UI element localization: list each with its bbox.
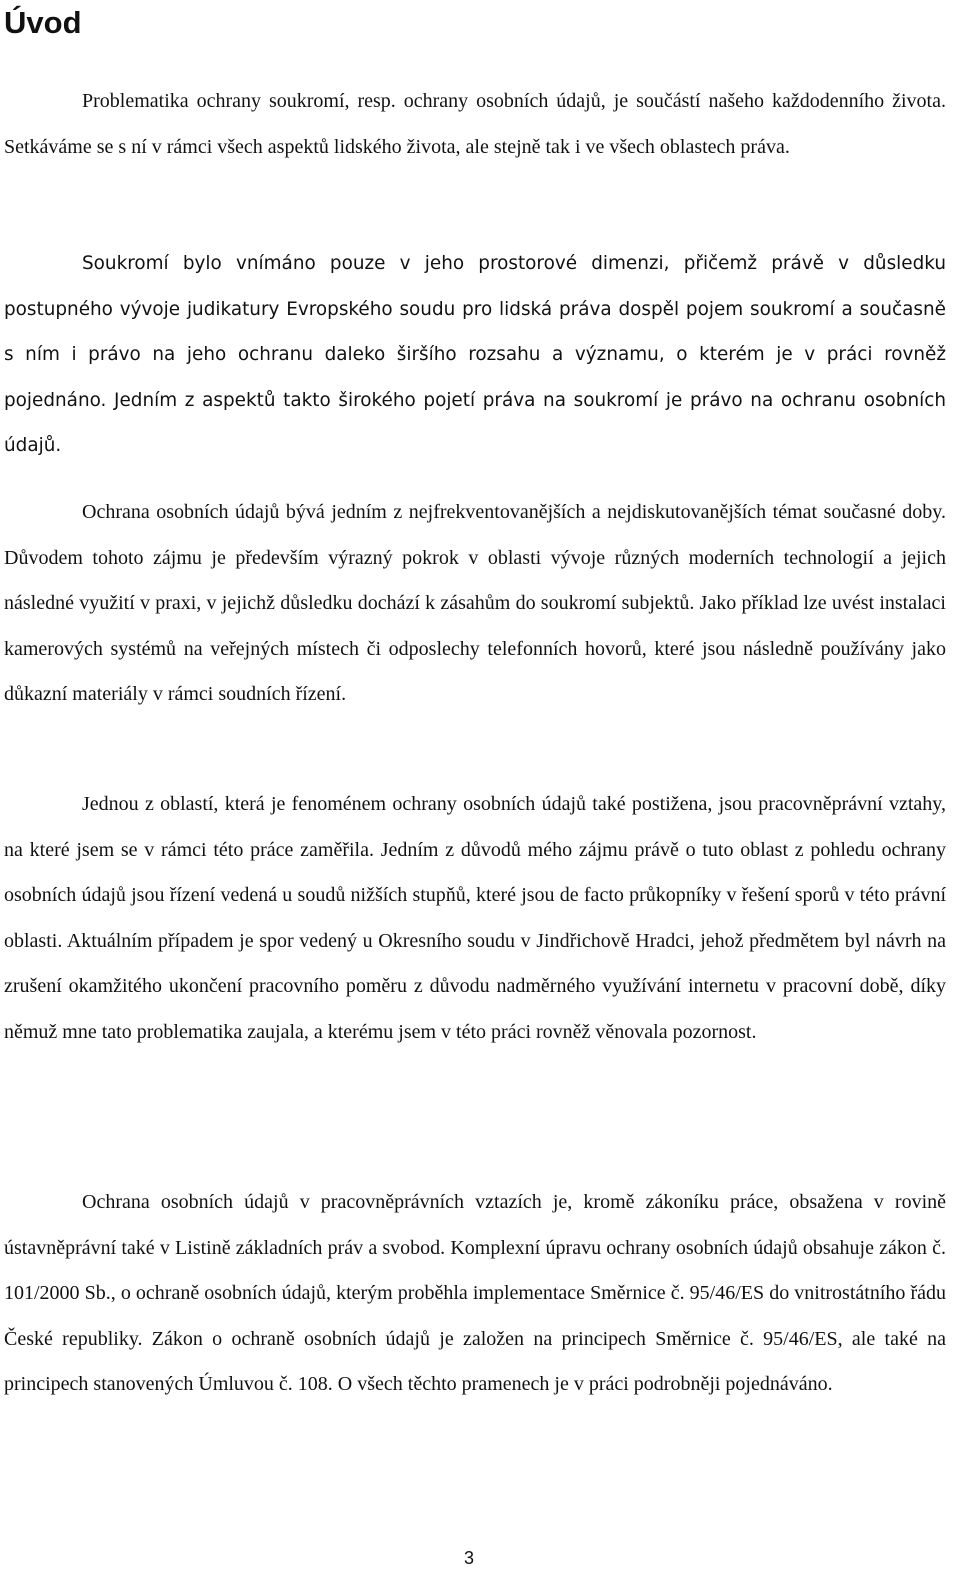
page-title: Úvod [4,5,82,40]
paragraph-legal-sources: Ochrana osobních údajů v pracovněprávních vztazích je, kromě zákoníku práce, obsažena v rovině ústavněprávní také v Listině základních práv a svobod. Komplexní úpravu ochrany osobních údajů obsahuje zákon č. 101/2000 Sb., o ochraně osobních údajů, kterým proběhla implementace Směrnice č. 95/46/ES do vnitrostátního řádu České republiky. Zákon o ochraně osobních údajů je založen na principech Směrnice č. 95/46/ES, ale také na principech stanovených Úmluvou č. 108. O všech těchto pramenech je v práci podrobněji pojednáváno. [4,1191,946,1395]
paragraph-intro: Problematika ochrany soukromí, resp. ochrany osobních údajů, je součástí našeho každodenního života. Setkáváme se s ní v rámci všech aspektů lidského života, ale stejně tak i ve všech oblastech práva. [4,90,946,158]
paragraph-labor-relations: Jednou z oblastí, která je fenoménem ochrany osobních údajů také postižena, jsou pracovněprávní vztahy, na které jsem se v rámci této práce zaměřila. Jedním z důvodů mého zájmu právě o tuto oblast z pohledu ochrany osobních údajů jsou řízení vedená u soudů nižších stupňů, které jsou de facto průkopníky v řešení sporů v této právní oblasti. Aktuálním případem je spor vedený u Okresního soudu v Jindřichově Hradci, jehož předmětem byl návrh na zrušení okamžitého ukončení pracovního poměru z důvodu nadměrného využívání internetu v pracovní době, díky němuž mne tato problematika zaujala, a kterému jsem v této práci rovněž věnovala pozornost. [4,793,946,1043]
page-number: 3 [464,1548,475,1568]
paragraph-privacy-concept: Soukromí bylo vnímáno pouze v jeho prostorové dimenzi, přičemž právě v důsledku postupného vývoje judikatury Evropského soudu pro lidská práva dospěl pojem soukromí a současně s ním i právo na jeho ochranu daleko širšího rozsahu a významu, o kterém je v práci rovněž pojednáno. Jedním z aspektů takto širokého pojetí práva na soukromí je právo na ochranu osobních údajů. [4,253,946,456]
paragraph-topical-issue: Ochrana osobních údajů bývá jedním z nejfrekventovanějších a nejdiskutovanějších témat současné doby. Důvodem tohoto zájmu je především výrazný pokrok v oblasti vývoje různých moderních technologií a jejich následné využití v praxi, v jejichž důsledku dochází k zásahům do soukromí subjektů. Jako příklad lze uvést instalaci kamerových systémů na veřejných místech či odposlechy telefonních hovorů, které jsou následně používány jako důkazní materiály v rámci soudních řízení. [4,501,946,705]
